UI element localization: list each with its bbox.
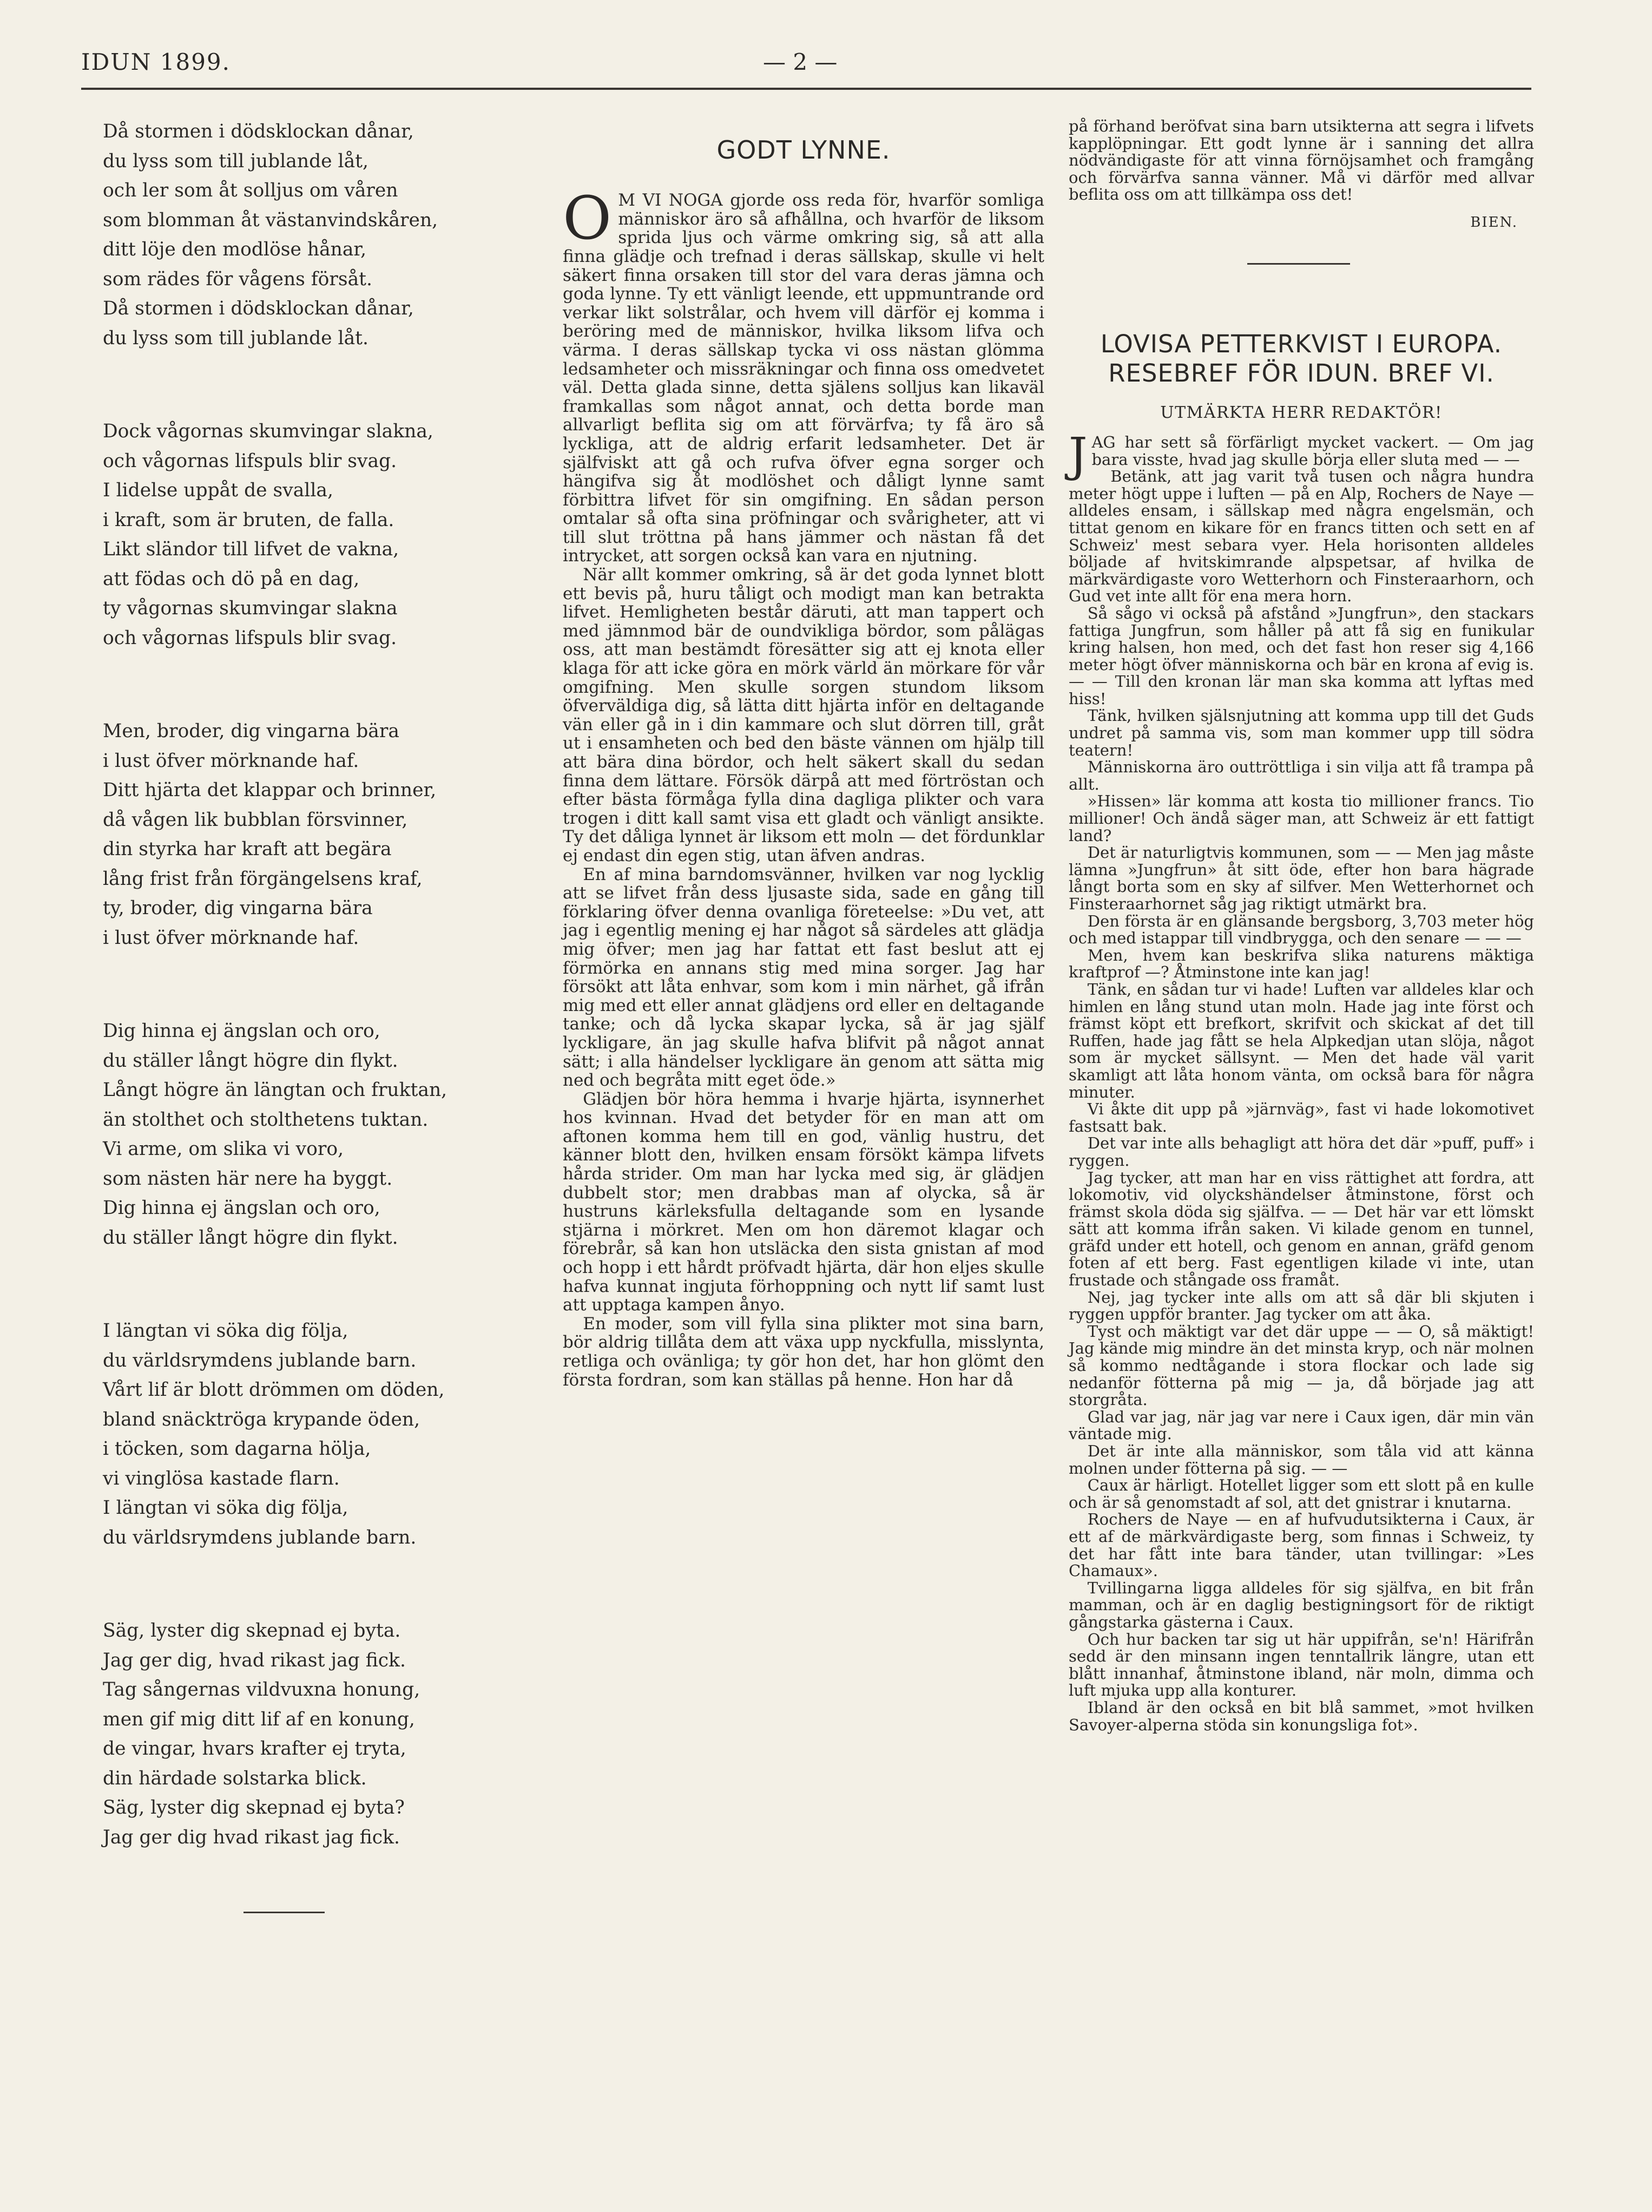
article-paragraph: Tänk, en sådan tur vi hade! Luften var alldeles klar och himlen en lång stund utan moln. Hade jag inte först och främst köpt ett brefkort, skrifvit och skickat af det till Ruffen, hade jag fått se hela Alpkedjan utan slöja, något som är mycket sällsynt. — Men det hade väl varit skamligt att låta honom vänta, om också bara för några minuter. xyxy=(1069,980,1534,1101)
article-paragraph: En af mina barndomsvänner, hvilken var nog lycklig att se lifvet från dess ljusaste sida, sade en gång till förklaring öfver denna ovanliga företeelse: »Du vet, att jag i egentlig mening ej har något så särdeles att glädja mig öfver; men jag har fattat ett fast beslut att ej förmörka en annans stig med mina sorger. Jag har försökt att låta enhvar, som kom i min närhet, gå ifrån mig med ett eller annat glädjens ord eller en deltagande tanke; och då lycka skapar lycka, så är jag själf lyckligare, än jag skulle hafva blifvit på något annat sätt; i alla händelser lyckligare än genom att sätta mig ned och begråta mitt eget öde.» xyxy=(563,864,1044,1091)
article-paragraph-text: M VI NOGA gjorde oss reda för, hvarför somliga människor äro så afhållna, och hvarför de liksom sprida ljus och värme omkring sig, så att alla finna glädje och trefnad i deras sällskap, skulle vi helt säkert finna orsaken till stor del vara deras jämna och goda lynne. Ty ett vänligt leende, ett uppmuntrande ord verkar likt solstrålar, och hvem vill därför ej komma i beröring med de människor, hvilka liksom lifva och värma. I deras sällskap tycka vi oss nästan glömma ledsamheter och missräkningar och finna oss omedvetet väl. Detta glada sinne, detta själens solljus kan likaväl framkallas som något annat, och detta borde man allvarligt beflita sig om att förvärfva; ty få äro så lyckliga, att de aldrig erfarit ledsamheter. Det är själfviskt att gå och rufva öfver egna sorger och hängifva sig åt modlöshet och dåligt lynne samt förbittra lifvet för sin omgifning. En sådan person omtalar så ofta sina pröfningar och svårigheter, att vi till slut tröttna på hans jämmer och nästan få det intrycket, att sorgen också kan vara en njutning. xyxy=(563,191,1044,566)
poem-stanza-2 xyxy=(103,417,514,653)
article-signature: BIEN. xyxy=(1470,214,1518,231)
article-paragraph xyxy=(563,183,1044,566)
poem-stanza-5 xyxy=(103,1316,514,1552)
poem-line: i kraft, som är bruten, de falla. xyxy=(103,509,394,531)
poem-line: du ställer långt högre din flykt. xyxy=(103,1049,398,1072)
poem-line: Då stormen i dödsklockan dånar, xyxy=(103,121,414,142)
poem-line: bland snäcktröga krypande öden, xyxy=(103,1408,420,1430)
running-head: IDUN 1899. xyxy=(81,49,231,75)
article-paragraph: Det var inte alls behagligt att höra det där »puff, puff» i ryggen. xyxy=(1069,1134,1534,1170)
poem-line: som nästen här nere ha byggt. xyxy=(103,1167,393,1190)
poem-line: I längtan vi söka dig följa, xyxy=(103,1320,348,1342)
article-title-line-2: RESEBREF FÖR IDUN. BREF VI. xyxy=(1108,358,1495,388)
poem-stanza-4 xyxy=(103,1016,514,1252)
poem-line: Då stormen i dödsklockan dånar, xyxy=(103,298,414,319)
article-title-line-1: LOVISA PETTERKVIST I EUROPA. xyxy=(1100,329,1503,358)
poem-line: Säg, lyster dig skepnad ej byta? xyxy=(103,1797,405,1819)
article-divider xyxy=(1247,263,1350,265)
poem-line: i lust öfver mörknande haf. xyxy=(103,750,359,772)
poem-line: då vågen lik bubblan försvinner, xyxy=(103,809,408,831)
poem-line: du lyss som till jublande låt, xyxy=(103,150,368,172)
article-paragraph: Tvillingarna ligga alldeles för sig själfva, en bit från mamman, och är en daglig bestigningsort för de riktigt gångstarka gästerna i Caux. xyxy=(1069,1578,1534,1631)
poem-line: Tag sångernas vildvuxna honung, xyxy=(103,1679,420,1701)
poem-line: Dock vågornas skumvingar slakna, xyxy=(103,421,433,442)
poem-line: som blomman åt västanvindskåren, xyxy=(103,209,438,231)
letter-body xyxy=(1069,428,1534,1734)
right-column xyxy=(1069,118,1534,1734)
article-paragraph: Glädjen bör höra hemma i hvarje hjärta, isynnerhet hos kvinnan. Hvad det betyder för en man att om aftonen komma hem till en god, vänlig hustru, det känner blott den, hvilken ensam försökt kämpa lifvets hårda strider. Om man har lycka med sig, är glädjen dubbelt stor; men drabbas man af olycka, så är hustruns kärleksfulla deltagande som en lysande stjärna i mörkret. Men om hon däremot klagar och förebrår, så kan hon utsläcka den sista gnistan af mod och hopp i ett hårdt pröfvadt hjärta, där hon eljes skulle hafva kunnat ingjuta förhoppning och nytt lif samt lust att upptaga kampen ånyo. xyxy=(563,1089,1044,1315)
poem-stanza-1 xyxy=(103,117,514,353)
article-paragraph: Det är inte alla människor, som tåla vid att känna molnen under fötterna på sig. — — xyxy=(1069,1442,1534,1478)
poem-line: Vårt lif är blott drömmen om döden, xyxy=(103,1379,445,1401)
poem-line: i lust öfver mörknande haf. xyxy=(103,927,359,949)
poem-line: du världsrymdens jublande barn. xyxy=(103,1349,417,1371)
article-paragraph: Tänk, hvilken själsnjutning att komma upp till det Guds undret på samma vis, som man kommer upp till södra teatern! xyxy=(1069,706,1534,759)
poem-line: Jag ger dig, hvad rikast jag fick. xyxy=(103,1649,406,1671)
article-paragraph: Människorna äro outtröttliga i sin vilja att få trampa på allt. xyxy=(1069,758,1534,793)
article-paragraph: En moder, som vill fylla sina plikter mot sina barn, bör aldrig tillåta dem att växa upp nyckfulla, misslynta, retliga och ovänliga; ty gör hon det, har hon glömt den första fordran, som kan ställas på henne. Hon har då xyxy=(563,1314,1044,1390)
poem-line: men gif mig ditt lif af en konung, xyxy=(103,1708,415,1730)
article-title: GODT LYNNE. xyxy=(716,135,891,165)
poem-line: och ler som åt solljus om våren xyxy=(103,180,398,201)
drop-cap: J xyxy=(1069,428,1088,482)
article-paragraph: Den första är en glänsande bergsborg, 3,703 meter hög och med istappar till vindbrygga, och den senare — — — xyxy=(1069,911,1534,948)
poem-line: I lidelse uppåt de svalla, xyxy=(103,480,333,501)
article-paragraph: När allt kommer omkring, så är det goda lynnet blott ett bevis på, huru tåligt och modigt man kan betrakta lifvet. Hemligheten består däruti, att man tappert och med jämnmod bär de oundvikliga bördor, som pålägas oss, att man bestämdt föresätter sig att ej knota eller klaga för att icke göra en mörk värld än mörkare för vår omgifning. Men skulle sorgen stundom liksom öfverväldiga dig, så lätta ditt hjärta inför en deltagande vän eller gå in i din kammare och slut dörren till, gråt ut i ensamheten och bed den bäste vännen om hjälp till att bära dina bördor, och helt säkert skall du sedan finna dem lättare. Försök därpå att med förtröstan och efter bästa förmåga fylla dina dagliga plikter och vara trogen i ditt kall samt visa ett gladt och vänligt ansikte. Ty det dåliga lynnet är liksom ett moln — det fördunklar ej endast din egen stig, utan äfven andras. xyxy=(563,565,1044,865)
poem-line: de vingar, hvars krafter ej tryta, xyxy=(103,1738,406,1760)
article-paragraph: Glad var jag, när jag var nere i Caux igen, där min vän väntade mig. xyxy=(1069,1407,1534,1443)
page-number: — 2 — xyxy=(763,49,838,75)
poem-line: att födas och dö på en dag, xyxy=(103,568,360,590)
letter-salutation: UTMÄRKTA HERR REDAKTÖR! xyxy=(1160,403,1443,422)
poem-line: I längtan vi söka dig följa, xyxy=(103,1497,348,1519)
article-paragraph: Vi åkte dit upp på »järnväg», fast vi hade lokomotivet fastsatt bak. xyxy=(1069,1100,1534,1135)
article-paragraph: Caux är härligt. Hotellet ligger som ett slott på en kulle och är så genomstadt af sol, att det gnistrar i knutarna. xyxy=(1069,1476,1534,1512)
poem-line: Dig hinna ej ängslan och oro, xyxy=(103,1020,380,1042)
header-rule xyxy=(81,88,1531,90)
poem-line: Vi arme, om slika vi voro, xyxy=(103,1138,344,1160)
poem-line: Men, broder, dig vingarna bära xyxy=(103,720,399,742)
article-godt-lynne xyxy=(563,135,1044,1389)
article-paragraph-text: AG har sett så förfärligt mycket vackert. — Om jag bara visste, hvad jag skulle börja eller sluta med — — xyxy=(1091,432,1534,469)
poem-line: din styrka har kraft att begära xyxy=(103,838,392,860)
poem-line: Jag ger dig hvad rikast jag fick. xyxy=(103,1826,400,1848)
poem-line: lång frist från förgängelsens kraf, xyxy=(103,868,423,890)
article-paragraph: Ibland är den också en bit blå sammet, »mot hvilken Savoyer-alperna stöda sin konungsliga fot». xyxy=(1069,1698,1534,1734)
poem-stanza-3 xyxy=(103,717,514,953)
poem-stanza-6 xyxy=(103,1616,514,1852)
poem-line: och vågornas lifspuls blir svag. xyxy=(103,627,397,649)
article-paragraph: Nej, jag tycker inte alls om att så där bli skjuten i ryggen uppför branter. Jag tycker om att åka. xyxy=(1069,1288,1534,1324)
poem-line: ty, broder, dig vingarna bära xyxy=(103,897,373,919)
poem-line: Långt högre än längtan och fruktan, xyxy=(103,1079,447,1101)
article-paragraph: Så sågo vi också på afstånd »Jungfrun», den stackars fattiga Jungfrun, som håller på att få sig en funikular kring halsen, hon med, och det fast hon reser sig 4,166 meter högt öfver människorna och bär en krona af evig is. — — Till den kronan lär man ska komma att lyftas med hiss! xyxy=(1069,603,1534,708)
article-paragraph: Men, hvem kan beskrifva slika naturens mäktiga kraftprof —? Åtminstone inte kan jag! xyxy=(1069,946,1534,982)
poem-line: Ditt hjärta det klappar och brinner, xyxy=(103,779,437,801)
poem xyxy=(103,117,514,1913)
poem-line: vi vinglösa kastade flarn. xyxy=(103,1467,340,1489)
article-paragraph: Betänk, att jag varit två tusen och några hundra meter högt uppe i luften — på en Alp, Rochers de Naye — alldeles ensam, i sällskap med några engelsmän, och tittat genom en kikare för en francs titten och sett en af Schweiz' mest sebara vyer. Hela horisonten alldeles böljade af hvitskimrande alpspetsar, af hvilka de märkvärdigaste voro Wetterhorn och Finsteraarhorn, och Gud vet inte allt för ena mera horn. xyxy=(1069,467,1534,606)
poem-line: ty vågornas skumvingar slakna xyxy=(103,598,398,619)
poem-line: än stolthet och stolthetens tuktan. xyxy=(103,1108,429,1131)
drop-cap: O xyxy=(563,183,612,253)
poem-line: Dig hinna ej ängslan och oro, xyxy=(103,1197,380,1219)
article-paragraph: »Hissen» lär komma att kosta tio millioner francs. Tio millioner! Och ändå säger man, att Schweiz är ett fattigt land? xyxy=(1069,792,1534,845)
article-paragraph: Och hur backen tar sig ut här uppifrån, se'n! Härifrån sedd är den minsann ingen tenntallrik längre, utan ett blått innanhaf, åtminstone ibland, när moln, dimma och luft mjuka upp alla konturer. xyxy=(1069,1630,1534,1700)
article-paragraph xyxy=(1069,428,1534,482)
poem-line: du världsrymdens jublande barn. xyxy=(103,1526,417,1548)
article-paragraph: på förhand beröfvat sina barn utsikterna att segra i lifvets kapplöpningar. Ett godt lynne är i sanning det allra nödvändigaste för att vinna förnöjsamhet och framgång och förvärfva sanna vänner. Må vi därför med allvar beflita oss om att tillkämpa oss det! xyxy=(1069,117,1534,204)
article-paragraph: Jag tycker, att man har en viss rättighet att fordra, att lokomotiv, vid olyckshändelser åtminstone, först och främst skola döda sig själfva. — — Det här var ett lömskt sätt att komma ifrån saken. Vi kilade genom en tunnel, gräfd under ett hotell, och genom en annan, gräfd genom foten af ett berg. Fast egentligen kilade vi inte, utan frustade och stångade oss framåt. xyxy=(1069,1168,1534,1290)
article-paragraph: Det är naturligtvis kommunen, som — — Men jag måste lämna »Jungfrun» åt sitt öde, efter hon bara hägrade långt borta som en sky af silfver. Men Wetterhornet och Finsteraarhornet såg jag riktigt utmärkt bra. xyxy=(1069,843,1534,913)
article-paragraph: Rochers de Naye — en af hufvudutsikterna i Caux, är ett af de märkvärdigaste berg, som finnas i Schweiz, ty det har fått inte bara tänder, utan tvillingar: »Les Chamaux». xyxy=(1069,1510,1534,1580)
poem-line: din härdade solstarka blick. xyxy=(103,1767,367,1789)
poem-line: Likt sländor till lifvet de vakna, xyxy=(103,539,399,560)
poem-line: Säg, lyster dig skepnad ej byta. xyxy=(103,1620,401,1642)
poem-line: som rädes för vågens försåt. xyxy=(103,268,372,290)
article-body xyxy=(563,183,1044,1390)
poem-line: och vågornas lifspuls blir svag. xyxy=(103,450,397,472)
article-continuation xyxy=(1069,118,1534,204)
poem-line: ditt löje den modlöse hånar, xyxy=(103,239,367,260)
poem-line: i töcken, som dagarna hölja, xyxy=(103,1438,371,1460)
poem-end-rule xyxy=(243,1912,325,1913)
article-paragraph: Tyst och mäktigt var det där uppe — — O, så mäktigt! Jag kände mig mindre än det minsta kryp, och när molnen så kommo nedtågande i stora flockar och lade sig nedanför fötterna på mig — ja, då började jag att storgråta. xyxy=(1069,1322,1534,1409)
poem-line: du lyss som till jublande låt. xyxy=(103,327,368,349)
poem-line: du ställer långt högre din flykt. xyxy=(103,1226,398,1249)
